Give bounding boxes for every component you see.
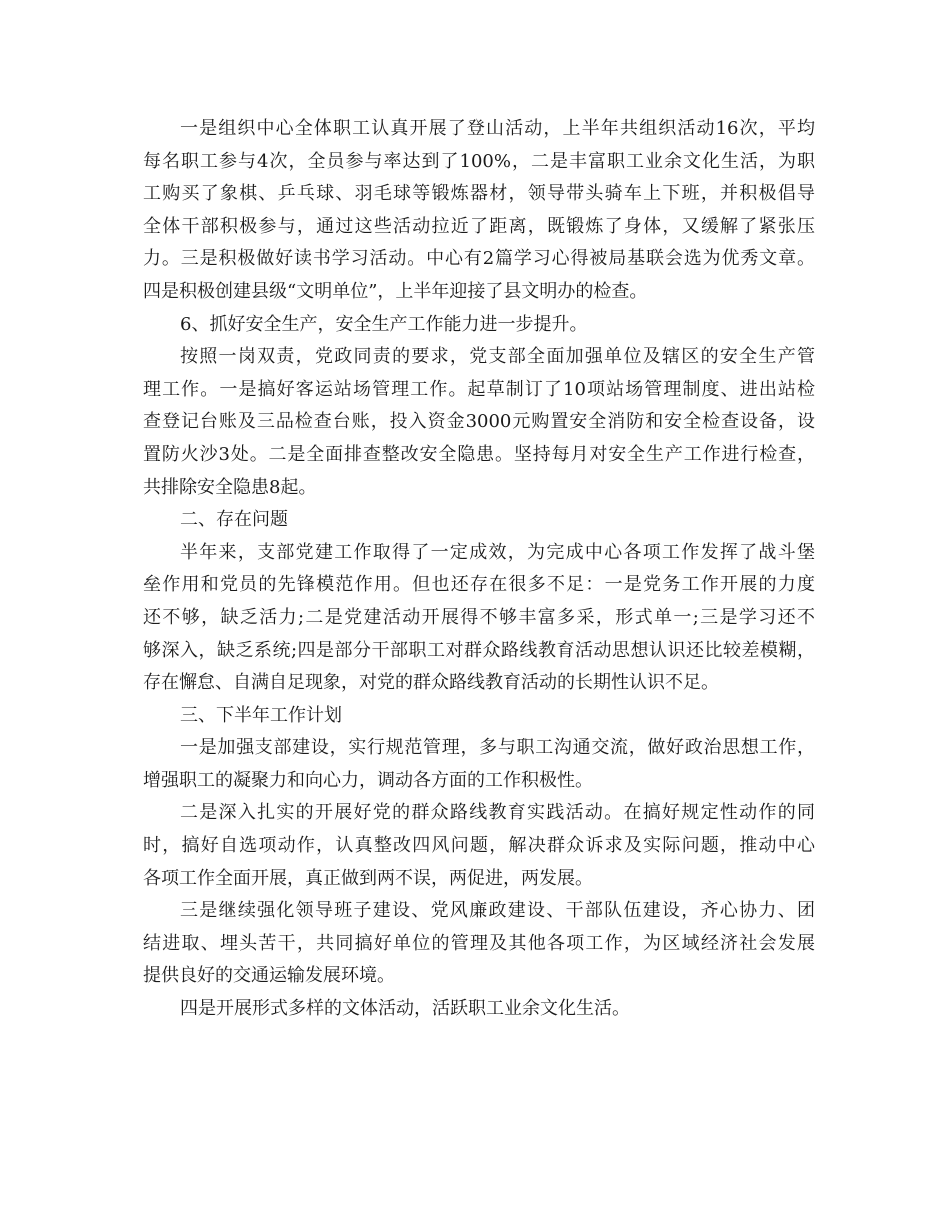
paragraph-line: 置防火沙3处。二是全面排查整改安全隐患。坚持每月对安全生产工作进行检查，: [143, 443, 815, 465]
paragraph-line: 三是继续强化领导班子建设、党风廉政建设、干部队伍建设，齐心协力、团: [180, 900, 815, 922]
paragraph: [143, 732, 815, 797]
paragraph: [143, 341, 815, 504]
document-body: [143, 113, 815, 1026]
paragraph: [143, 537, 815, 700]
paragraph-line: 工购买了象棋、乒乓球、羽毛球等锻炼器材，领导带头骑车上下班，并积极倡导: [143, 183, 815, 205]
paragraph-line: 查登记台账及三品检查台账，投入资金3000元购置安全消防和安全检查设备，设: [143, 411, 815, 433]
paragraph-line: 三、下半年工作计划: [180, 704, 342, 726]
paragraph-line: 垒作用和党员的先锋模范作用。但也还存在很多不足：一是党务工作开展的力度: [143, 574, 815, 596]
paragraph-line: 结进取、埋头苦干，共同搞好单位的管理及其他各项工作，为区域经济社会发展: [143, 932, 815, 954]
paragraph: [143, 700, 815, 733]
paragraph-line: 提供良好的交通运输发展环境。: [143, 965, 395, 987]
paragraph-line: 共排除安全隐患8起。: [143, 476, 317, 498]
paragraph-line: 存在懈怠、自满自足现象，对党的群众路线教育活动的长期性认识不足。: [143, 672, 719, 694]
paragraph: [143, 895, 815, 993]
paragraph-line: 时，搞好自选项动作，认真整改四风问题，解决群众诉求及实际问题，推动中心: [143, 835, 815, 857]
paragraph-line: 增强职工的凝聚力和向心力，调动各方面的工作积极性。: [143, 769, 593, 791]
paragraph-line: 二、存在问题: [180, 509, 288, 531]
paragraph-line: 理工作。一是搞好客运站场管理工作。起草制订了10项站场管理制度、进出站检: [143, 378, 815, 400]
paragraph-line: 够深入，缺乏系统;四是部分干部职工对群众路线教育活动思想认识还比较差模糊，: [143, 639, 815, 661]
paragraph: [143, 309, 815, 342]
paragraph: [143, 113, 815, 309]
paragraph: [143, 993, 815, 1026]
paragraph-line: 还不够，缺乏活力;二是党建活动开展得不够丰富多采，形式单一;三是学习还不: [143, 606, 815, 628]
paragraph-line: 一是加强支部建设，实行规范管理，多与职工沟通交流，做好政治思想工作，: [180, 737, 815, 759]
paragraph-line: 按照一岗双责，党政同责的要求，党支部全面加强单位及辖区的安全生产管: [180, 346, 815, 368]
paragraph-line: 半年来，支部党建工作取得了一定成效，为完成中心各项工作发挥了战斗堡: [180, 541, 815, 563]
paragraph: [143, 504, 815, 537]
paragraph-line: 6、抓好安全生产，安全生产工作能力进一步提升。: [180, 313, 588, 335]
paragraph: [143, 797, 815, 895]
paragraph-line: 二是深入扎实的开展好党的群众路线教育实践活动。在搞好规定性动作的同: [180, 802, 815, 824]
paragraph-line: 每名职工参与4次，全员参与率达到了100%，二是丰富职工业余文化生活，为职: [143, 150, 815, 172]
paragraph-line: 各项工作全面开展，真正做到两不误，两促进，两发展。: [143, 867, 593, 889]
paragraph-line: 力。三是积极做好读书学习活动。中心有2篇学习心得被局基联会选为优秀文章。: [143, 248, 815, 270]
paragraph-line: 一是组织中心全体职工认真开展了登山活动，上半年共组织活动16次，平均: [180, 118, 815, 139]
paragraph-line: 全体干部积极参与，通过这些活动拉近了距离，既锻炼了身体，又缓解了紧张压: [143, 215, 815, 237]
paragraph-line: 四是开展形式多样的文体活动，活跃职工业余文化生活。: [180, 998, 630, 1020]
paragraph-line: 四是积极创建县级“文明单位”，上半年迎接了县文明办的检查。: [143, 280, 648, 302]
